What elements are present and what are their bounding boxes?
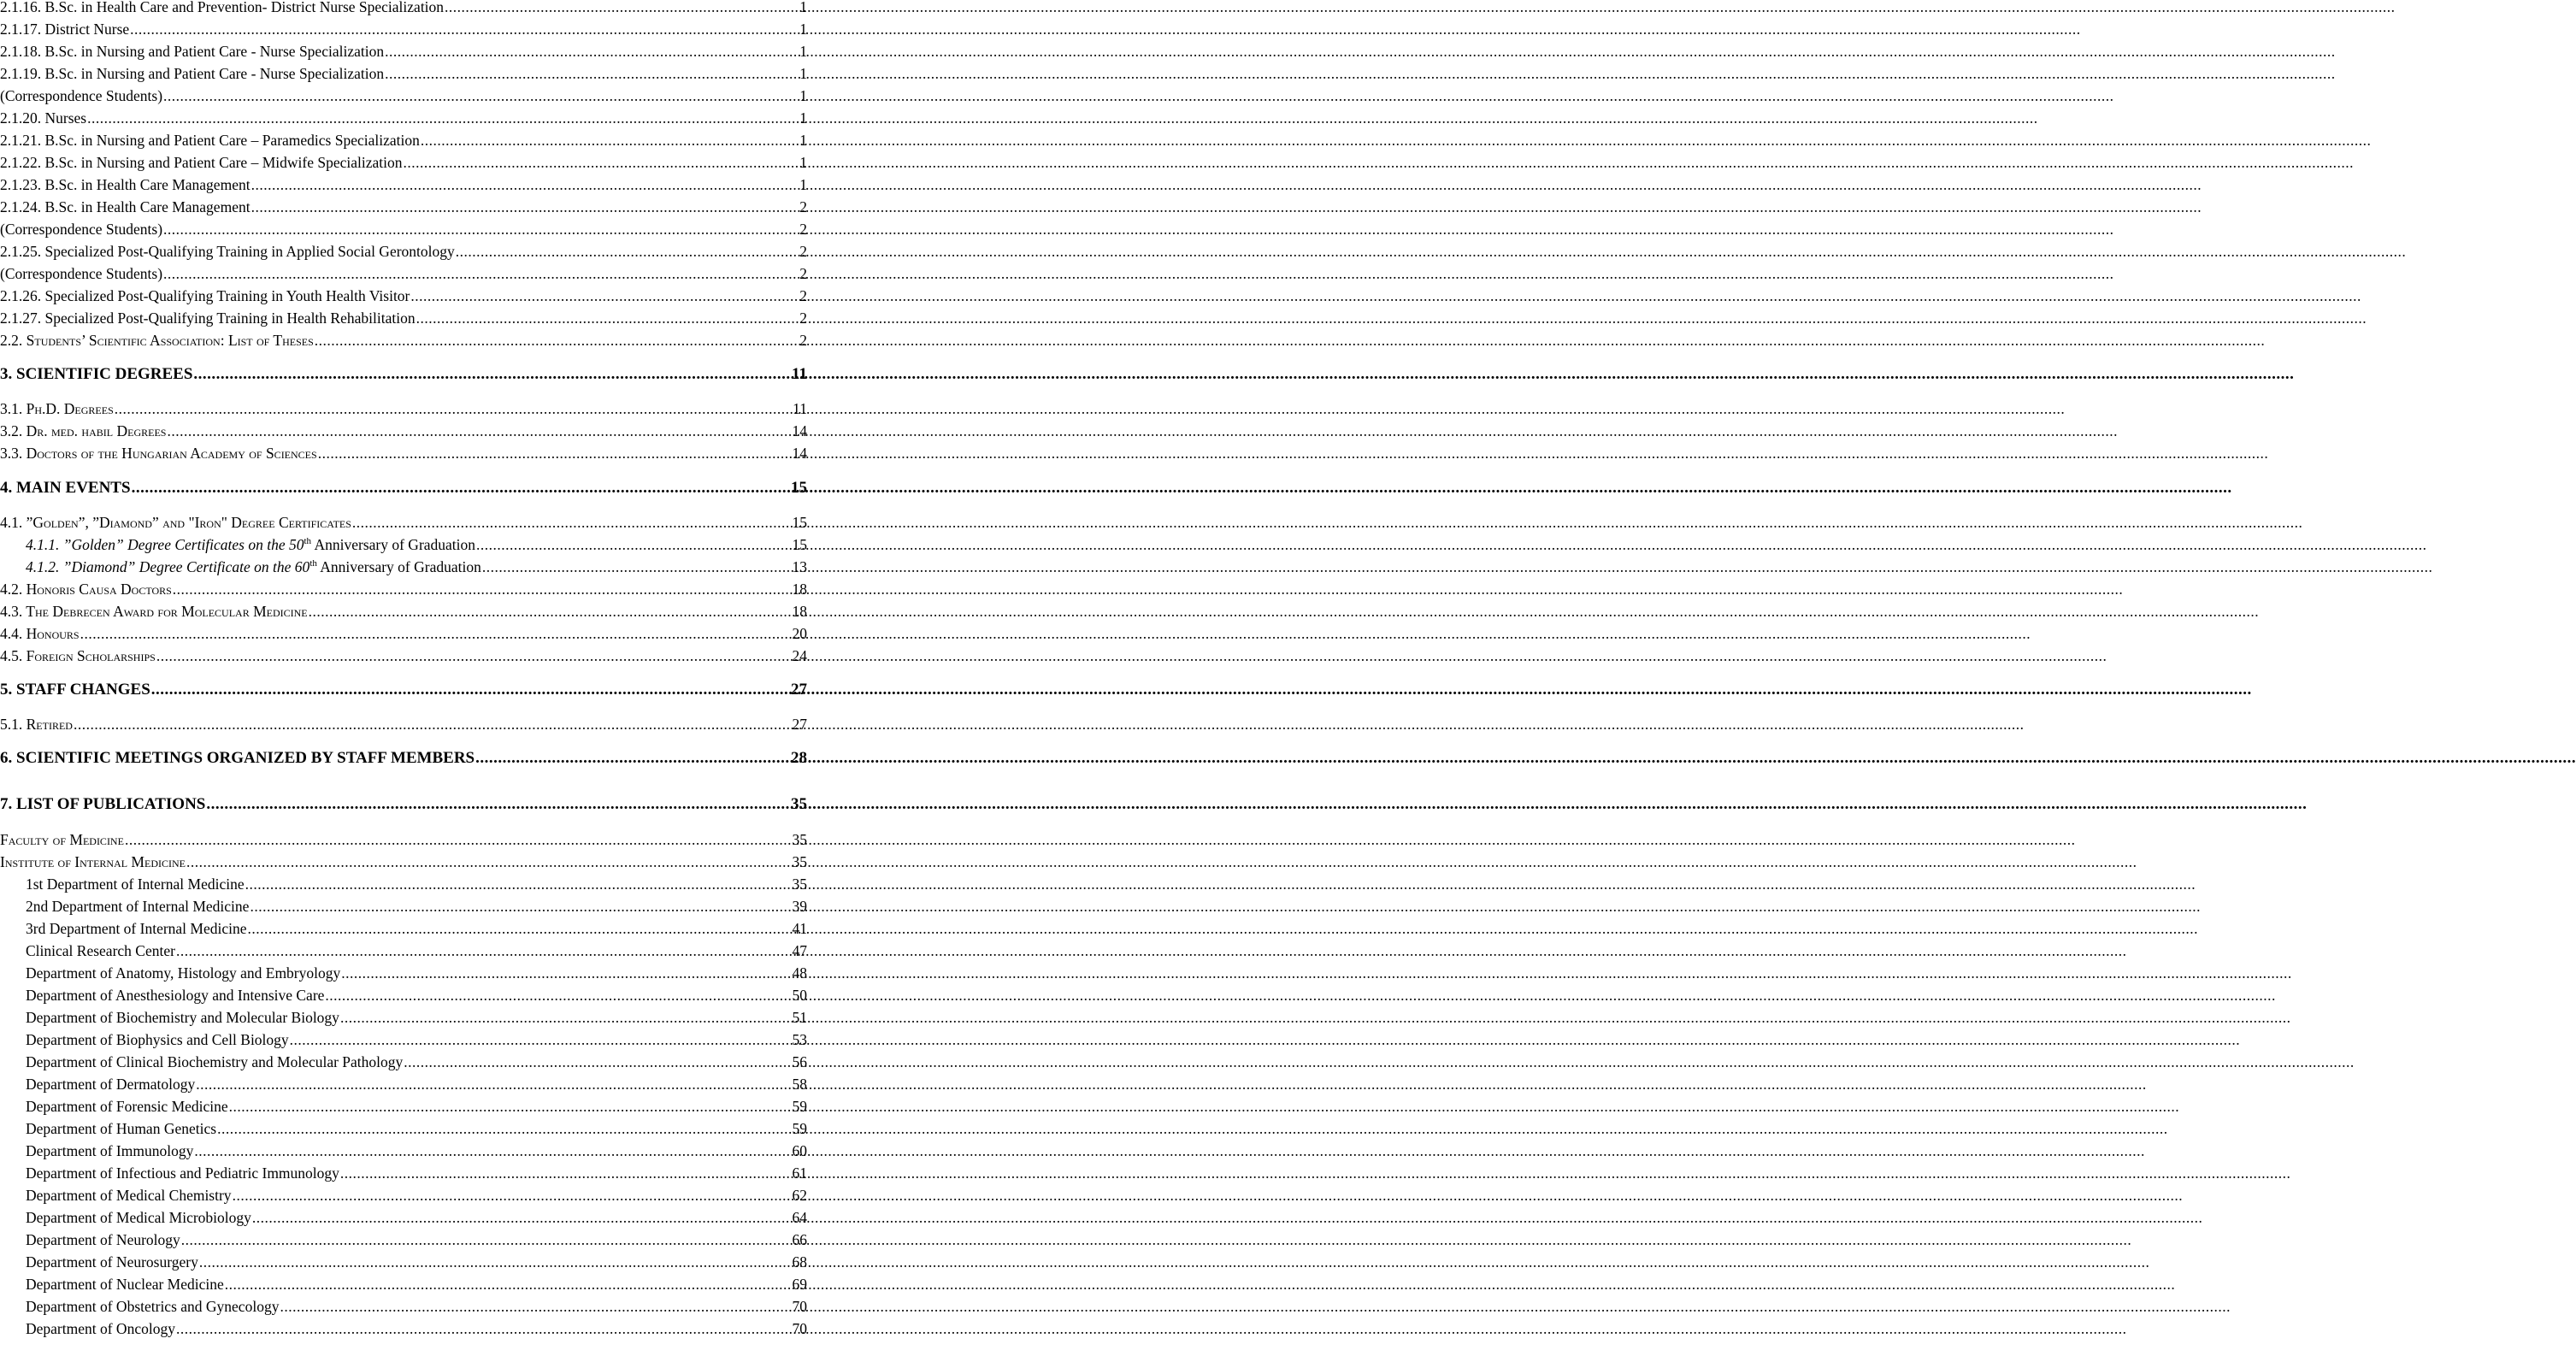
page-number: 1 (799, 87, 807, 104)
page-number: 41 (792, 920, 807, 937)
page-number: 1 (799, 65, 807, 82)
dot-leader (125, 831, 792, 848)
toc-entry: Department of Forensic Medicine ..... 59 (26, 1098, 807, 1115)
dot-leader (404, 1053, 791, 1070)
toc-entry: Faculty of Medicine ..... 35 (0, 831, 807, 848)
dot-leader (416, 310, 799, 327)
page-number: 1 (799, 109, 807, 127)
dot-leader (176, 1320, 792, 1337)
dot-leader (352, 514, 792, 531)
dot-leader (167, 422, 791, 439)
dot-leader (115, 400, 792, 417)
toc-heading: 5. STAFF CHANGES ..... 27 (0, 681, 807, 699)
page-number: 58 (792, 1076, 807, 1093)
toc-entry: 2.1.27. Specialized Post-Qualifying Training in Health Rehabilitation ..... 2 (0, 310, 807, 327)
toc-entry: Department of Neurosurgery ..... 68 (26, 1253, 807, 1271)
toc-entry: 2.1.17. District Nurse ..... 1 (0, 21, 807, 38)
toc-entry: Department of Neurology ..... 66 (26, 1231, 807, 1248)
toc-entry: 2.1.20. Nurses ..... 1 (0, 109, 807, 127)
dot-leader (250, 898, 791, 915)
page-number: 2 (799, 332, 807, 349)
toc-entry: 5.1. Retired ..... 27 (0, 716, 807, 733)
page-number: 2 (799, 265, 807, 282)
toc-entry: Department of Clinical Biochemistry and Molecular Pathology ..... 56 (26, 1053, 807, 1070)
toc-entry: 3.2. Dr. med. habil Degrees ..... 14 (0, 422, 807, 439)
toc-entry: Department of Anatomy, Histology and Embryology ..... 48 (26, 964, 807, 982)
toc-entry: 3.3. Doctors of the Hungarian Academy of Sciences ..... 14 (0, 445, 807, 462)
page-number: 48 (792, 964, 807, 982)
page-number: 27 (792, 716, 807, 733)
page-number: 56 (792, 1053, 807, 1070)
page-number: 62 (792, 1187, 807, 1204)
page-number: 15 (792, 536, 807, 553)
page-number: 35 (792, 876, 807, 893)
toc-entry: 2.1.19. B.Sc. in Nursing and Patient Care - Nurse Specialization ..... 1 (0, 65, 807, 82)
dot-leader (248, 920, 792, 937)
toc-entry: 2.1.26. Specialized Post-Qualifying Training in Youth Health Visitor ..... 2 (0, 287, 807, 304)
page-number: 20 (792, 625, 807, 642)
dot-leader (74, 716, 792, 733)
page-number: 64 (792, 1209, 807, 1226)
dot-leader (233, 1187, 792, 1204)
toc-entry: 4.3. The Debrecen Award for Molecular Medicine ..... 18 (0, 603, 807, 620)
toc-entry: Department of Human Genetics ..... 59 (26, 1120, 807, 1137)
toc-entry: Institute of Internal Medicine ..... 35 (0, 853, 807, 870)
dot-leader (217, 1120, 791, 1137)
page-number: 35 (791, 795, 807, 813)
dot-leader (194, 1142, 791, 1159)
page-number: 1 (799, 132, 807, 149)
dot-leader (196, 1076, 791, 1093)
toc-entry: Department of Obstetrics and Gynecology ..... 70 (26, 1298, 807, 1315)
page-number: 2 (799, 243, 807, 260)
dot-leader (318, 445, 792, 462)
page-number: 2 (799, 221, 807, 238)
dot-leader (482, 558, 792, 575)
toc-entry: Department of Immunology ..... 60 (26, 1142, 807, 1159)
toc-entry: Department of Infectious and Pediatric Immunology ..... 61 (26, 1164, 807, 1182)
dot-leader (193, 366, 791, 383)
dot-leader (280, 1298, 791, 1315)
toc-heading: 6. SCIENTIFIC MEETINGS ORGANIZED BY STAFF MEMBERS ..... 28 (0, 750, 807, 767)
toc-entry: 2.1.22. B.Sc. in Nursing and Patient Care – Midwife Specialization ..... 1 (0, 154, 807, 171)
toc-entry: (Correspondence Students) ..... 2 (0, 221, 807, 238)
page-number: 11 (792, 365, 807, 383)
dot-leader (325, 987, 791, 1004)
toc-entry: 4.2. Honoris Causa Doctors ..... 18 (0, 581, 807, 598)
dot-leader (245, 876, 792, 893)
dot-leader (421, 132, 799, 149)
toc-entry: Department of Oncology ..... 70 (26, 1320, 807, 1337)
page-number: 39 (792, 898, 807, 915)
dot-leader (251, 176, 799, 193)
page-number: 14 (792, 422, 807, 439)
toc-entry: Department of Anesthesiology and Intensive Care ..... 50 (26, 987, 807, 1004)
page-number: 70 (792, 1298, 807, 1315)
page-number: 28 (791, 749, 807, 767)
dot-leader (445, 0, 799, 15)
dot-leader (132, 480, 790, 497)
toc-entry: 2.1.24. B.Sc. in Health Care Management ..... 2 (0, 198, 807, 215)
page-number: 18 (792, 603, 807, 620)
toc-entry: (Correspondence Students) ..... 1 (0, 87, 807, 104)
page-number: 15 (792, 514, 807, 531)
page-number: 15 (791, 479, 807, 497)
dot-leader (290, 1031, 792, 1048)
page-number: 2 (799, 310, 807, 327)
page-number: 59 (792, 1098, 807, 1115)
page-number: 68 (792, 1253, 807, 1271)
page-number: 51 (792, 1009, 807, 1026)
dot-leader (315, 332, 799, 349)
page-number: 14 (792, 445, 807, 462)
page-number: 61 (792, 1164, 807, 1182)
dot-leader (151, 681, 790, 699)
dot-leader (80, 625, 792, 642)
page-number: 2 (799, 198, 807, 215)
page-number: 1 (799, 43, 807, 60)
page-number: 35 (792, 853, 807, 870)
page-number: 50 (792, 987, 807, 1004)
dot-leader (340, 1009, 792, 1026)
dot-leader (156, 647, 792, 664)
page-number: 70 (792, 1320, 807, 1337)
page-number: 69 (792, 1276, 807, 1293)
toc-entry: Department of Medical Chemistry ..... 62 (26, 1187, 807, 1204)
dot-leader (341, 964, 791, 982)
dot-leader (163, 221, 799, 238)
toc-heading: 4. MAIN EVENTS ..... 15 (0, 480, 807, 497)
page-number: 2 (799, 287, 807, 304)
toc-entry: Department of Nuclear Medicine ..... 69 (26, 1276, 807, 1293)
dot-leader (173, 581, 792, 598)
toc-entry: 2.2. Students’ Scientific Association: List of Theses ..... 2 (0, 332, 807, 349)
page-number: 35 (792, 831, 807, 848)
dot-leader (340, 1164, 792, 1182)
toc-entry: 4.5. Foreign Scholarships ..... 24 (0, 647, 807, 664)
page-number: 1 (799, 0, 807, 15)
page-number: 53 (792, 1031, 807, 1048)
dot-leader (176, 942, 792, 959)
page-number: 60 (792, 1142, 807, 1159)
page-number: 13 (792, 558, 807, 575)
dot-leader (476, 536, 791, 553)
toc-entry: 4.1.2. ”Diamond” Degree Certificate on the 60th Anniversary of Graduation ..... 13 (26, 558, 807, 575)
page-number: 1 (799, 176, 807, 193)
toc-entry: 2.1.16. B.Sc. in Health Care and Prevention- District Nurse Specialization ..... 1 (0, 0, 807, 15)
toc-entry: 3rd Department of Internal Medicine ..... 41 (26, 920, 807, 937)
dot-leader (181, 1231, 792, 1248)
page-number: 59 (792, 1120, 807, 1137)
dot-leader (163, 87, 799, 104)
dot-leader (385, 65, 799, 82)
toc-entry: 4.1.1. ”Golden” Degree Certificates on the 50th Anniversary of Graduation ..... 15 (26, 536, 807, 553)
toc-entry: 2.1.18. B.Sc. in Nursing and Patient Care - Nurse Specialization ..... 1 (0, 43, 807, 60)
toc-entry: 4.1. ”Golden”, ”Diamond” and "Iron" Degree Certificates ..... 15 (0, 514, 807, 531)
dot-leader (199, 1253, 792, 1271)
toc-heading: 7. LIST OF PUBLICATIONS ..... 35 (0, 796, 807, 813)
toc-entry: 3.1. Ph.D. Degrees ..... 11 (0, 400, 807, 417)
toc-entry: Department of Dermatology ..... 58 (26, 1076, 807, 1093)
toc-entry: 2.1.25. Specialized Post-Qualifying Training in Applied Social Gerontology ..... 2 (0, 243, 807, 260)
dot-leader (410, 287, 799, 304)
page-number: 27 (791, 681, 807, 699)
toc-entry: (Correspondence Students) ..... 2 (0, 265, 807, 282)
dot-leader (163, 265, 799, 282)
dot-leader (385, 43, 799, 60)
toc-entry: 4.4. Honours ..... 20 (0, 625, 807, 642)
dot-leader (206, 796, 790, 813)
dot-leader (130, 21, 799, 38)
dot-leader (186, 853, 792, 870)
toc-heading: 3. SCIENTIFIC DEGREES ..... 11 (0, 366, 807, 383)
dot-leader (229, 1098, 792, 1115)
toc-entry: 2nd Department of Internal Medicine ..... 39 (26, 898, 807, 915)
toc-entry: Clinical Research Center ..... 47 (26, 942, 807, 959)
toc-entry: Department of Medical Microbiology ..... 64 (26, 1209, 807, 1226)
dot-leader (87, 109, 799, 127)
dot-leader (456, 243, 799, 260)
page-number: 1 (799, 21, 807, 38)
page-number: 1 (799, 154, 807, 171)
dot-leader (309, 603, 792, 620)
dot-leader (475, 750, 790, 767)
dot-leader (251, 198, 799, 215)
dot-leader (225, 1276, 792, 1293)
toc-entry: 2.1.21. B.Sc. in Nursing and Patient Care – Paramedics Specialization ..... 1 (0, 132, 807, 149)
dot-leader (403, 154, 799, 171)
page-number: 11 (793, 400, 807, 417)
toc-entry: Department of Biochemistry and Molecular Biology ..... 51 (26, 1009, 807, 1026)
page-number: 24 (792, 647, 807, 664)
page-number: 66 (792, 1231, 807, 1248)
page-number: 18 (792, 581, 807, 598)
page-number: 47 (792, 942, 807, 959)
toc-entry: 2.1.23. B.Sc. in Health Care Management ..... 1 (0, 176, 807, 193)
toc-entry: 1st Department of Internal Medicine ..... 35 (26, 876, 807, 893)
toc-entry: Department of Biophysics and Cell Biology ..... 53 (26, 1031, 807, 1048)
dot-leader (252, 1209, 792, 1226)
